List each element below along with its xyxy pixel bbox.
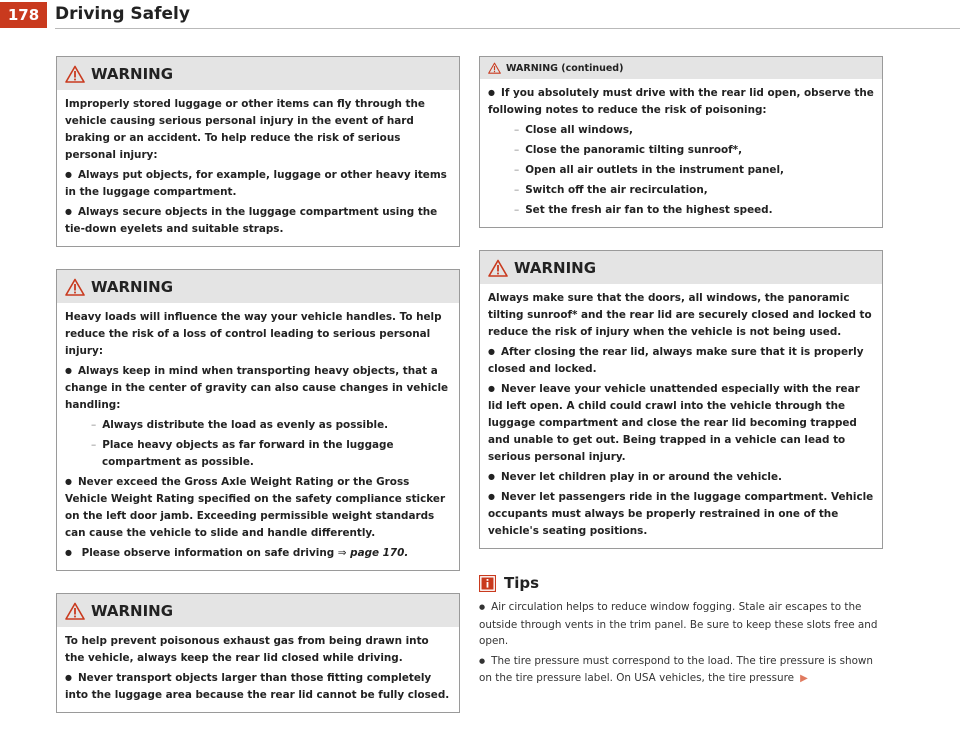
right-column: [479, 56, 883, 691]
warning-triangle-icon: [65, 602, 85, 620]
header-divider: [55, 28, 960, 29]
dash-item: – Open all air outlets in the instrument panel,: [508, 162, 874, 179]
warning-triangle-icon: [65, 65, 85, 83]
warning-title: WARNING: [91, 64, 174, 83]
warning-body: [480, 79, 882, 227]
tips-header: [479, 571, 883, 595]
bullet-item: ● If you absolutely must drive with the rear lid open, observe the following notes to reduce the risk of poisoning:: [488, 85, 874, 119]
warning-title: WARNING: [514, 258, 597, 277]
warning-header: [57, 57, 459, 90]
page-reference-link[interactable]: page 170.: [350, 547, 409, 559]
bullet-item: ● Never exceed the Gross Axle Weight Rating or the Gross Vehicle Weight Rating specified on the safety compliance sticker on the left door jamb. Exceeding permissible weight standards can cause the vehicle to slide and handle differently.: [65, 474, 451, 542]
bullet-item: ● Always secure objects in the luggage compartment using the tie-down eyelets and suitable straps.: [65, 204, 451, 238]
warning-body: [57, 627, 459, 712]
page-number: 178: [0, 2, 47, 28]
section-title: Driving Safely: [55, 4, 190, 24]
warning-intro: Improperly stored luggage or other items can fly through the vehicle causing serious personal injury in the event of hard braking or an accident. To help reduce the risk of serious personal injury:: [65, 98, 425, 161]
warning-intro: Heavy loads will influence the way your vehicle handles. To help reduce the risk of a loss of control leading to serious personal injury:: [65, 311, 442, 357]
dash-item: – Switch off the air recirculation,: [508, 182, 874, 199]
tip-item: ● The tire pressure must correspond to the load. The tire pressure is shown on the tire pressure label. On USA vehicles, the tire pressure ▶: [479, 653, 883, 688]
bullet-item: ● Never transport objects larger than those fitting completely into the luggage area because the rear lid cannot be fully closed.: [65, 670, 451, 704]
bullet-item: ● After closing the rear lid, always make sure that it is properly closed and locked.: [488, 344, 874, 378]
bullet-item: ● Never leave your vehicle unattended especially with the rear lid left open. A child could crawl into the vehicle through the luggage compartment and close the rear lid becoming trapped and unable to get out. Being trapped in a vehicle can lead to serious personal injury.: [488, 381, 874, 466]
bullet-item: ● Never let passengers ride in the luggage compartment. Vehicle occupants must always be properly restrained in one of the vehicle's seating positions.: [488, 489, 874, 540]
warning-body: [480, 284, 882, 548]
dash-item: – Place heavy objects as far forward in the luggage compartment as possible.: [85, 437, 451, 471]
warning-header: [57, 270, 459, 303]
continued-arrow-icon: ▶: [800, 673, 808, 684]
tips-section: [479, 571, 883, 688]
warning-title: WARNING (continued): [506, 62, 624, 74]
warning-triangle-icon: [65, 278, 85, 296]
tips-body: [479, 599, 883, 688]
warning-box-doors-locked: [479, 250, 883, 549]
dash-item: – Close the panoramic tilting sunroof*,: [508, 142, 874, 159]
warning-body: [57, 303, 459, 570]
dash-item: – Close all windows,: [508, 122, 874, 139]
warning-header: [480, 251, 882, 284]
warning-box-luggage: [56, 56, 460, 247]
warning-intro: To help prevent poisonous exhaust gas from being drawn into the vehicle, always keep the rear lid closed while driving.: [65, 635, 429, 664]
left-column: [56, 56, 460, 735]
warning-body: [57, 90, 459, 246]
warning-header: [57, 594, 459, 627]
warning-triangle-icon: [488, 259, 508, 277]
warning-title: WARNING: [91, 277, 174, 296]
tips-title: Tips: [504, 574, 540, 592]
bullet-item: ● Never let children play in or around the vehicle.: [488, 469, 874, 486]
warning-header: [480, 57, 882, 79]
bullet-item: ● Please observe information on safe driving ⇒ page 170.: [65, 545, 451, 562]
bullet-item: ● Always put objects, for example, luggage or other heavy items in the luggage compartment.: [65, 167, 451, 201]
tip-item: ● Air circulation helps to reduce window fogging. Stale air escapes to the outside through vents in the trim panel. Be sure to keep these slots free and open.: [479, 599, 883, 650]
warning-title: WARNING: [91, 601, 174, 620]
warning-triangle-icon: [488, 62, 501, 74]
info-icon: [479, 575, 496, 592]
dash-item: – Set the fresh air fan to the highest speed.: [508, 202, 874, 219]
warning-box-continued: [479, 56, 883, 228]
cross-reference-arrow-icon: ⇒: [337, 547, 347, 559]
warning-box-heavy-loads: [56, 269, 460, 571]
page-header: [0, 0, 960, 38]
dash-item: – Always distribute the load as evenly as possible.: [85, 417, 451, 434]
warning-intro: Always make sure that the doors, all windows, the panoramic tilting sunroof* and the rear lid are securely closed and locked to reduce the risk of injury when the vehicle is not being used.: [488, 292, 872, 338]
bullet-item: ● Always keep in mind when transporting heavy objects, that a change in the center of gravity can also cause changes in vehicle handling:: [65, 363, 451, 414]
warning-box-exhaust: [56, 593, 460, 713]
